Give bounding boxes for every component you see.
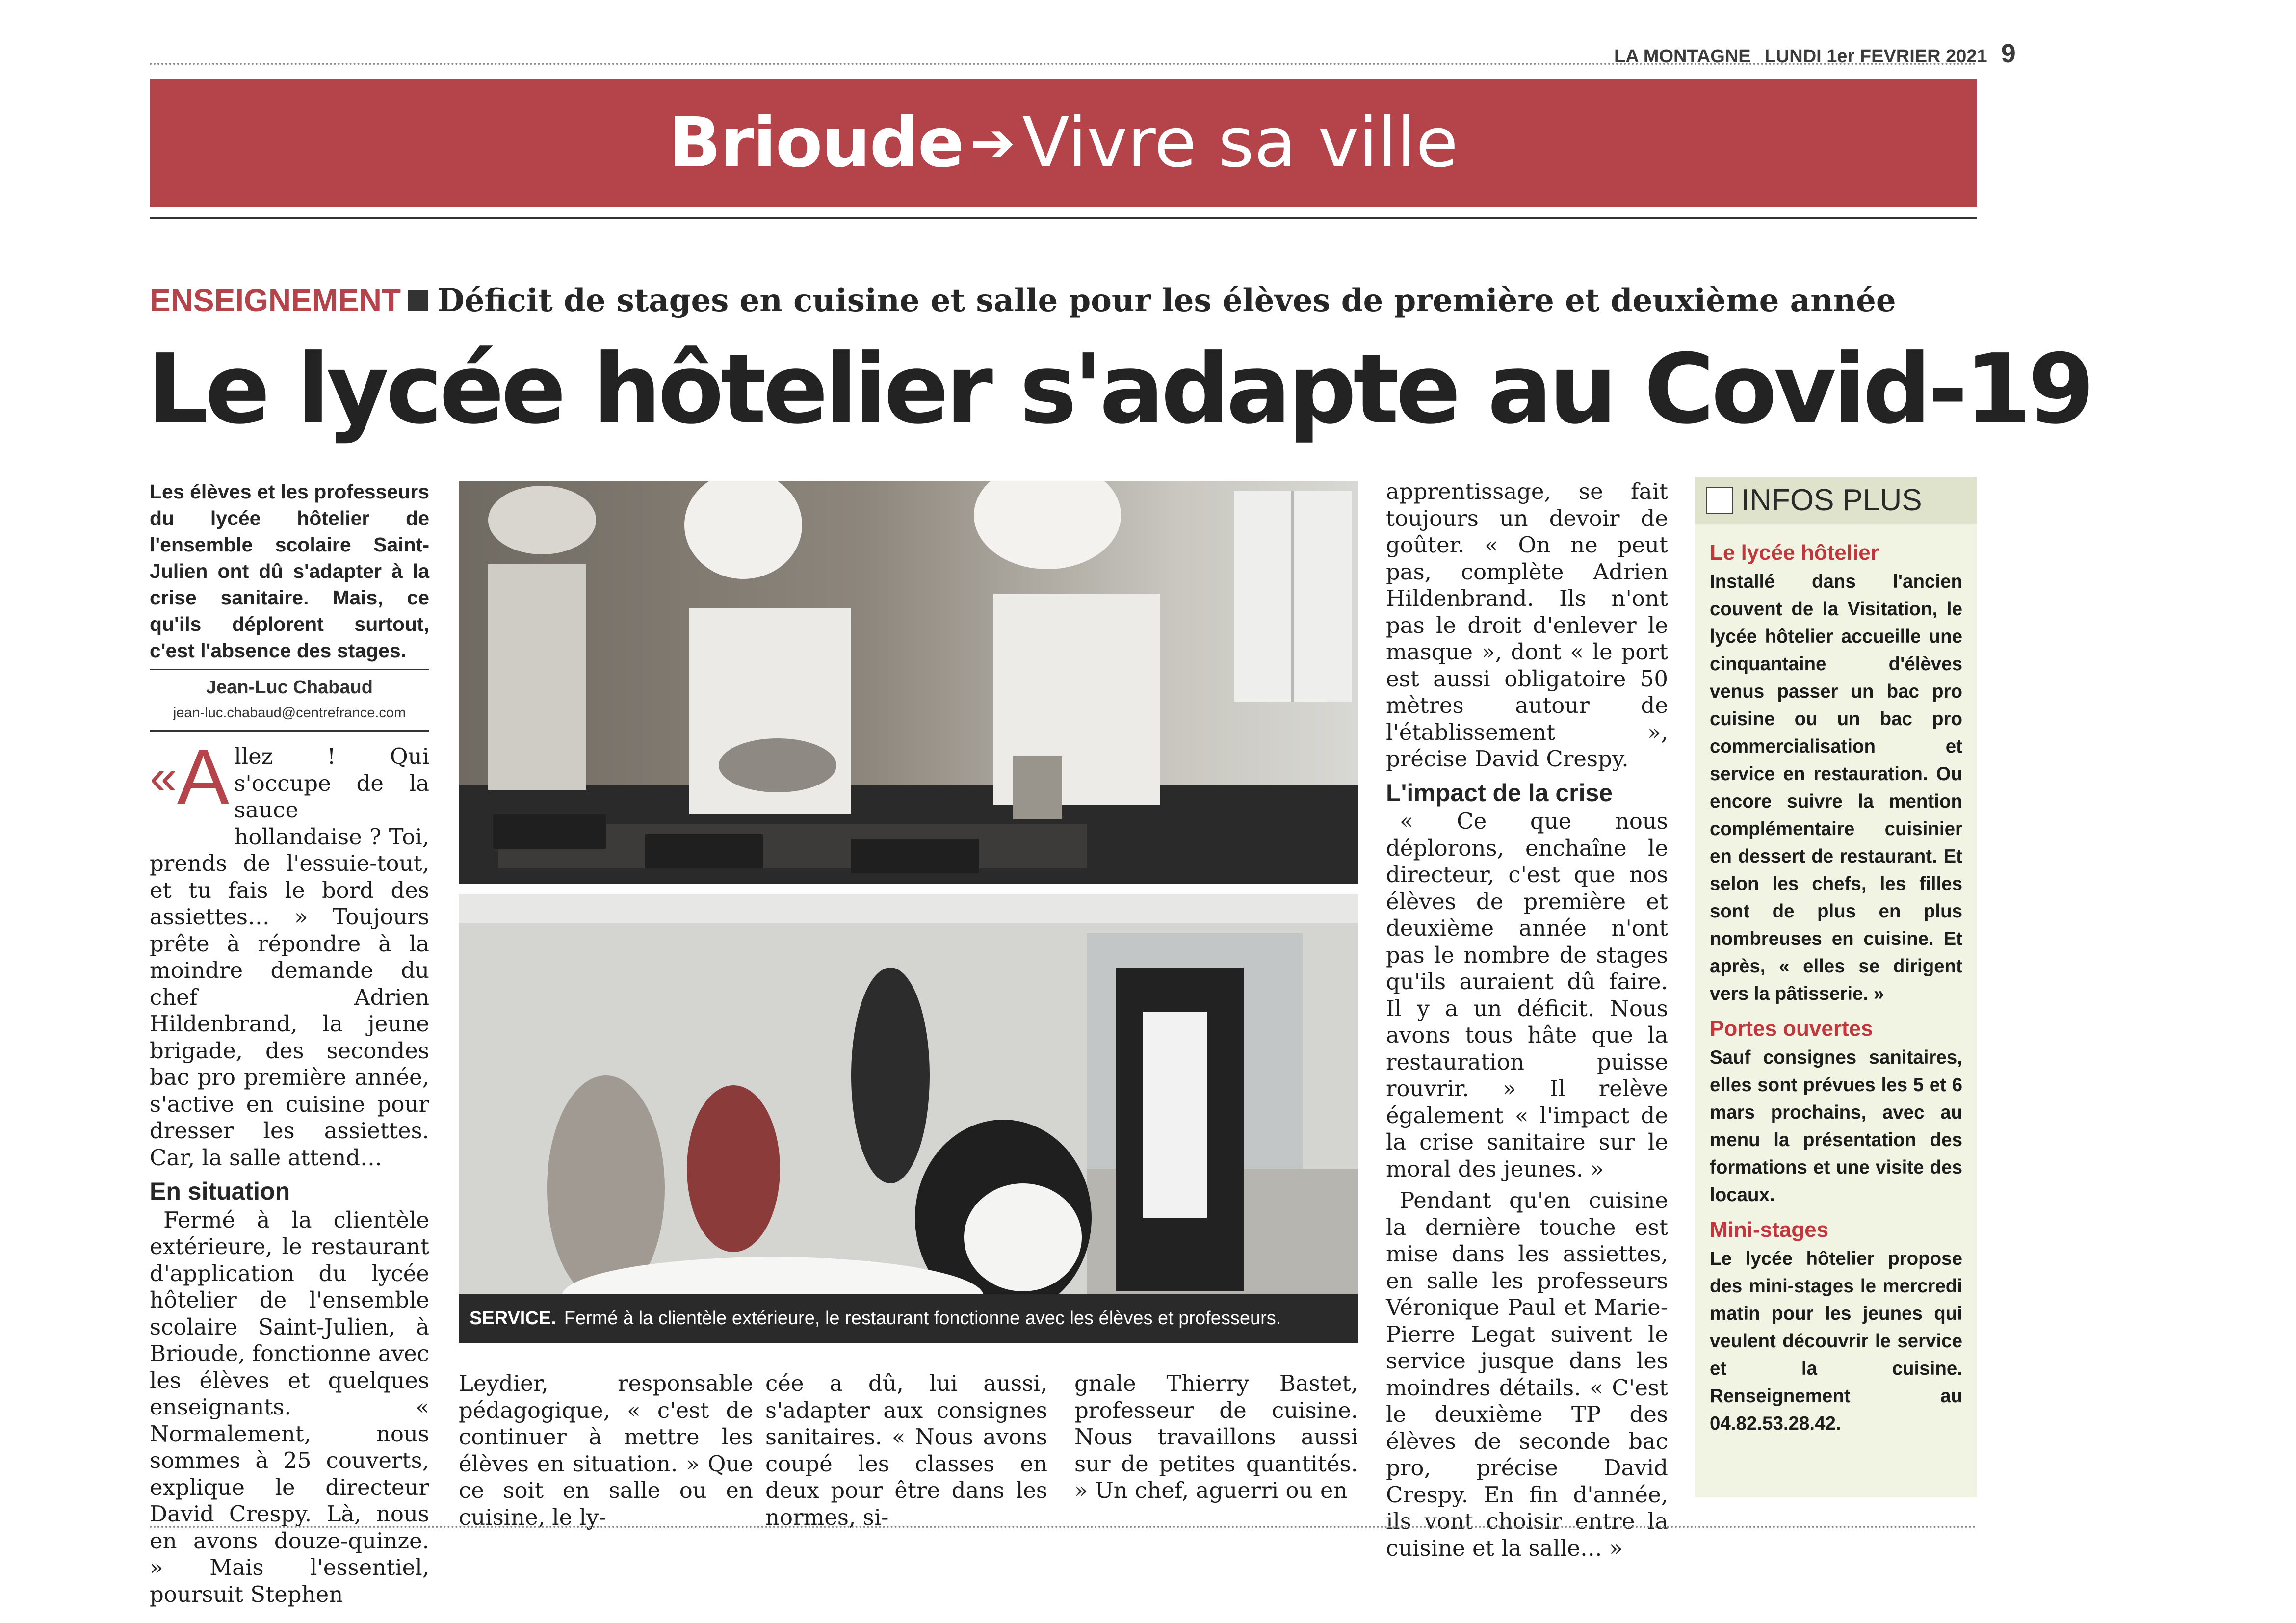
caption-label: SERVICE. (470, 1308, 556, 1329)
lead: Les élèves et les professeurs du lycée hôtelier de l'ensemble scolaire Saint-Julien ont dû s'adapter à la crise sanitaire. Mais, ce qu'ils déplorent surtout, c'est l'absence des stages. (150, 480, 429, 662)
article-subtitle: Déficit de stages en cuisine et salle pour les élèves de première et deuxième année (437, 282, 1896, 319)
infos-text-portes: Sauf consignes sanitaires, elles sont prévues les 5 et 6 mars prochains, avec au menu la présentation des formations et une visite des locaux. (1710, 1047, 1962, 1205)
infos-heading-lycee: Le lycée hôtelier (1710, 541, 1879, 565)
bottom-rule (150, 1526, 1977, 1528)
infos-heading-portes: Portes ouvertes (1710, 1017, 1873, 1041)
dropcap-quote: « (150, 750, 177, 805)
kicker-square (408, 290, 428, 311)
headline: Le lycée hôtelier s'adapte au Covid-19 (147, 334, 2091, 445)
subheading-impact: L'impact de la crise (1386, 779, 1613, 807)
column-1-paragraph-1: llez ! Qui s'occupe de la sauce hollandaise ? Toi, prends de l'essuie-tout, et tu fais le bord des assiettes… » Toujours prête à répondre à la moindre demande du chef Adrien Hildenbrand, la jeune brigade, des secondes bac pro première année, s'active en cuisine pour dresser les assiettes. Car, la salle attend… (150, 743, 429, 1171)
banner-city: Brioude (668, 103, 964, 183)
masthead-date: LUNDI 1er FEVRIER 2021 (1764, 46, 1987, 67)
column-4 (1074, 1370, 1358, 1504)
masthead-paper: LA MONTAGNE (1614, 46, 1751, 67)
kicker: ENSEIGNEMENT (150, 283, 401, 318)
lead-rule (150, 669, 429, 670)
infos-plus-header (1695, 477, 1977, 524)
arrow-icon: ➔ (970, 111, 1016, 174)
banner-rule (150, 217, 1977, 219)
column-5-paragraph-1: apprentissage, se fait toujours un devoir de goûter. « On ne peut pas, complète Adrien Hildenbrand. Ils n'ont pas le droit d'enlever le masque », dont « le port est aussi obligatoire 50 mètres autour de l'établissement », précise David Crespy. (1386, 478, 1668, 772)
infos-text-lycee: Installé dans l'ancien couvent de la Visitation, le lycée hôtelier accueille une cinquantaine d'élèves venus passer un bac pro cuisine ou un bac pro commercialisation et service en restauration. Ou encore suivre la mention complémentaire cuisinier en dessert de restaurant. Et selon les chefs, les filles sont de plus en plus nombreuses en cuisine. Et après, « elles se dirigent vers la pâtisserie. » (1710, 571, 1962, 1004)
column-1 (150, 733, 429, 1608)
banner-section: Vivre sa ville (1022, 103, 1459, 183)
section-banner (150, 79, 1977, 207)
author-rule (150, 730, 429, 732)
infos-title: INFOS PLUS (1741, 483, 1922, 517)
dropcap-letter: A (177, 733, 230, 821)
caption-text: Fermé à la clientèle extérieure, le restaurant fonctionne avec les élèves et professeurs. (564, 1308, 1281, 1329)
infos-content (1710, 532, 1962, 1438)
column-1-paragraph-2: Fermé à la clientèle extérieure, le restaurant d'application du lycée hôtelier de l'ensemble scolaire Saint-Julien, à Brioude, fonctionne avec les élèves et quelques enseignants. « Normalement, nous sommes à 25 couverts, explique le directeur David Crespy. Là, nous en avons douze-quinze. » Mais l'essentiel, poursuit Stephen (150, 1206, 429, 1607)
author: Jean-Luc Chabaud (206, 677, 373, 698)
service-photo (459, 894, 1358, 1343)
infos-plus-box (1695, 477, 1977, 1497)
page-number: 9 (2001, 39, 2016, 68)
column-5-paragraph-2: « Ce que nous déplorons, enchaîne le directeur, c'est que nos élèves de première et deuxième année n'ont pas le nombre de stages qu'ils auraient dû faire. Il y a un déficit. Nous avons tous hâte que la restauration puisse rouvrir. » Il relève également « l'impact de la crise sanitaire sur le moral des jeunes. » (1386, 808, 1668, 1182)
photo-caption (459, 1294, 1358, 1343)
kitchen-photo-image (459, 481, 1358, 884)
subheading-en-situation: En situation (150, 1178, 290, 1205)
dropcap (150, 733, 230, 834)
kicker-line (150, 282, 1977, 319)
column-5 (1386, 478, 1668, 1562)
column-2 (459, 1370, 753, 1531)
infos-text-ministages: Le lycée hôtelier propose des mini-stages le mercredi matin pour les jeunes qui veulent découvrir le service et la cuisine. Renseignement au 04.82.53.28.42. (1710, 1248, 1962, 1434)
kitchen-photo (459, 481, 1358, 884)
author-email: jean-luc.chabaud@centrefrance.com (173, 705, 406, 721)
column-4-paragraph: gnale Thierry Bastet, professeur de cuisine. Nous travaillons aussi sur de petites quantités. » Un chef, aguerri ou en (1074, 1370, 1358, 1503)
service-photo-image (459, 894, 1358, 1343)
column-3 (765, 1370, 1047, 1531)
infos-heading-ministages: Mini-stages (1710, 1218, 1829, 1242)
column-5-paragraph-3: Pendant qu'en cuisine la dernière touche est mise dans les assiettes, en salle les professeurs Véronique Paul et Marie-Pierre Legat suivent le service jusque dans les moindres détails. « C'est le deuxième TP des élèves de seconde bac pro, précise David Crespy. En fin d'année, ils vont choisir entre la cuisine et la salle… » (1386, 1187, 1668, 1561)
column-3-paragraph: cée a dû, lui aussi, s'adapter aux consignes sanitaires. « Nous avons coupé les classes en deux pour être dans les normes, si- (765, 1370, 1047, 1530)
infos-square (1706, 487, 1733, 514)
top-rule (150, 63, 1977, 65)
column-2-paragraph: Leydier, responsable pédagogique, « c'est de continuer à mettre les élèves en situation. » Que ce soit en salle ou en cuisine, le ly- (459, 1370, 753, 1530)
